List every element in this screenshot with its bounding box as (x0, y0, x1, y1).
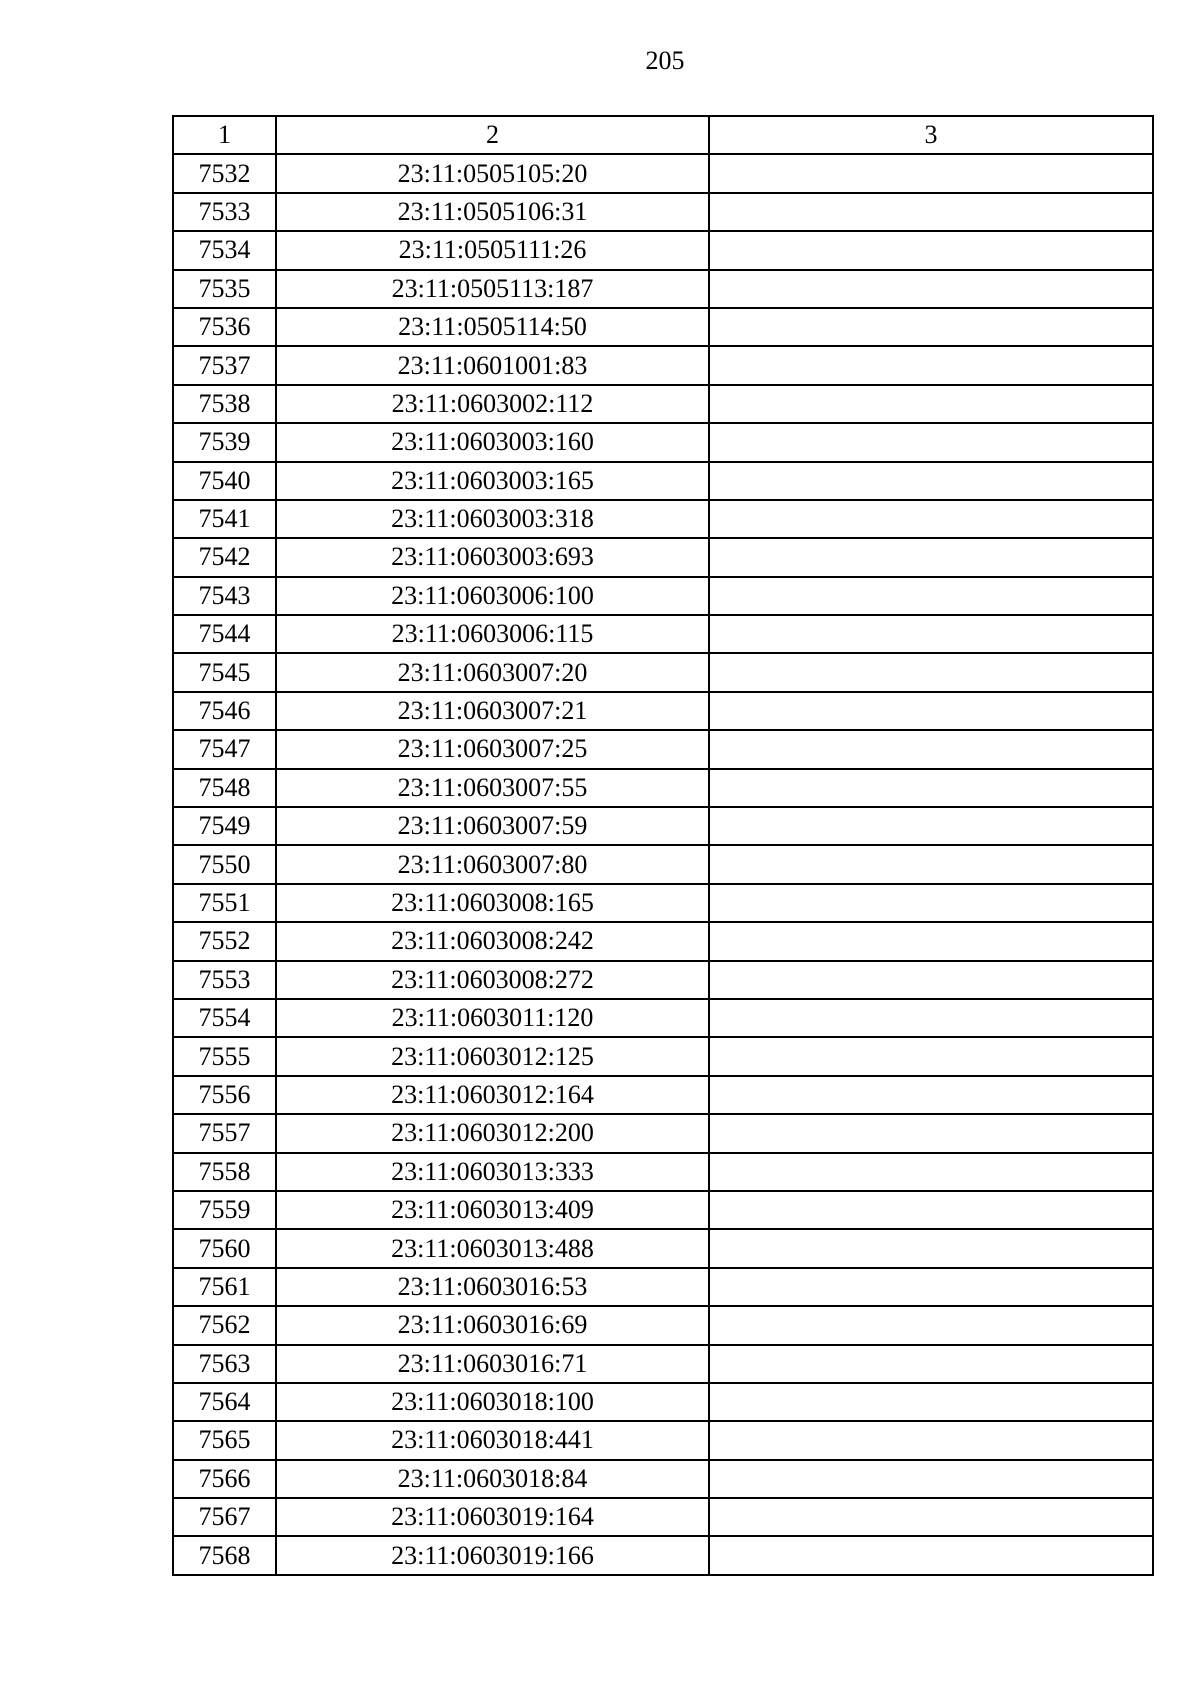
row-number-cell: 7544 (173, 615, 276, 653)
table-row (173, 845, 1153, 883)
cadastral-number-cell: 23:11:0505111:26 (276, 231, 709, 269)
note-cell (709, 538, 1153, 576)
table-row (173, 961, 1153, 999)
note-cell (709, 270, 1153, 308)
table-row (173, 730, 1153, 768)
cadastral-number-cell: 23:11:0601001:83 (276, 346, 709, 384)
table-row (173, 462, 1153, 500)
cadastral-number-cell: 23:11:0603012:125 (276, 1037, 709, 1075)
table-row (173, 1114, 1153, 1152)
row-number-cell: 7563 (173, 1345, 276, 1383)
note-cell (709, 922, 1153, 960)
note-cell (709, 961, 1153, 999)
row-number-cell: 7540 (173, 462, 276, 500)
row-number-cell: 7533 (173, 193, 276, 231)
column-header-3: 3 (709, 116, 1153, 154)
note-cell (709, 807, 1153, 845)
row-number-cell: 7536 (173, 308, 276, 346)
cadastral-number-cell: 23:11:0603003:160 (276, 423, 709, 461)
row-number-cell: 7539 (173, 423, 276, 461)
cadastral-number-cell: 23:11:0603007:59 (276, 807, 709, 845)
note-cell (709, 193, 1153, 231)
note-cell (709, 1345, 1153, 1383)
cadastral-number-cell: 23:11:0603013:488 (276, 1229, 709, 1267)
table-row (173, 999, 1153, 1037)
row-number-cell: 7546 (173, 692, 276, 730)
cadastral-number-cell: 23:11:0603003:693 (276, 538, 709, 576)
note-cell (709, 730, 1153, 768)
row-number-cell: 7532 (173, 154, 276, 192)
note-cell (709, 1421, 1153, 1459)
table-row (173, 807, 1153, 845)
table-row (173, 346, 1153, 384)
note-cell (709, 1114, 1153, 1152)
note-cell (709, 577, 1153, 615)
cadastral-number-cell: 23:11:0603018:84 (276, 1460, 709, 1498)
table-row (173, 1536, 1153, 1574)
cadastral-number-cell: 23:11:0603016:69 (276, 1306, 709, 1344)
table-row (173, 538, 1153, 576)
cadastral-number-cell: 23:11:0505113:187 (276, 270, 709, 308)
cadastral-number-cell: 23:11:0603006:115 (276, 615, 709, 653)
note-cell (709, 999, 1153, 1037)
note-cell (709, 308, 1153, 346)
note-cell (709, 1229, 1153, 1267)
row-number-cell: 7552 (173, 922, 276, 960)
column-header-1: 1 (173, 116, 276, 154)
table-row (173, 1037, 1153, 1075)
table-row (173, 1421, 1153, 1459)
note-cell (709, 769, 1153, 807)
cadastral-number-cell: 23:11:0603003:165 (276, 462, 709, 500)
note-cell (709, 1037, 1153, 1075)
table-row (173, 500, 1153, 538)
note-cell (709, 1268, 1153, 1306)
cadastral-number-cell: 23:11:0603002:112 (276, 385, 709, 423)
table-row (173, 769, 1153, 807)
note-cell (709, 1076, 1153, 1114)
note-cell (709, 462, 1153, 500)
row-number-cell: 7550 (173, 845, 276, 883)
table-row (173, 1345, 1153, 1383)
note-cell (709, 1153, 1153, 1191)
cadastral-number-cell: 23:11:0603007:55 (276, 769, 709, 807)
cadastral-number-cell: 23:11:0603013:409 (276, 1191, 709, 1229)
table-row (173, 577, 1153, 615)
cadastral-number-cell: 23:11:0603011:120 (276, 999, 709, 1037)
cadastral-number-cell: 23:11:0603006:100 (276, 577, 709, 615)
cadastral-number-cell: 23:11:0603008:272 (276, 961, 709, 999)
row-number-cell: 7566 (173, 1460, 276, 1498)
table-row (173, 1498, 1153, 1536)
page-number: 205 (645, 46, 685, 75)
header-row (173, 116, 1153, 154)
table-row (173, 1153, 1153, 1191)
note-cell (709, 653, 1153, 691)
row-number-cell: 7555 (173, 1037, 276, 1075)
note-cell (709, 1306, 1153, 1344)
note-cell (709, 500, 1153, 538)
cadastral-number-cell: 23:11:0603012:164 (276, 1076, 709, 1114)
note-cell (709, 1383, 1153, 1421)
cadastral-number-cell: 23:11:0603007:20 (276, 653, 709, 691)
note-cell (709, 1191, 1153, 1229)
cadastral-number-cell: 23:11:0603016:53 (276, 1268, 709, 1306)
cadastral-number-cell: 23:11:0505105:20 (276, 154, 709, 192)
note-cell (709, 231, 1153, 269)
table-row (173, 1191, 1153, 1229)
note-cell (709, 385, 1153, 423)
cadastral-number-cell: 23:11:0603007:80 (276, 845, 709, 883)
row-number-cell: 7535 (173, 270, 276, 308)
row-number-cell: 7543 (173, 577, 276, 615)
cadastral-number-cell: 23:11:0505106:31 (276, 193, 709, 231)
row-number-cell: 7537 (173, 346, 276, 384)
table-row (173, 692, 1153, 730)
table-row (173, 423, 1153, 461)
cadastral-number-cell: 23:11:0603019:164 (276, 1498, 709, 1536)
column-header-2: 2 (276, 116, 709, 154)
row-number-cell: 7556 (173, 1076, 276, 1114)
table-row (173, 1460, 1153, 1498)
note-cell (709, 692, 1153, 730)
cadastral-number-cell: 23:11:0505114:50 (276, 308, 709, 346)
table-row (173, 1306, 1153, 1344)
table-row (173, 231, 1153, 269)
cadastral-number-cell: 23:11:0603007:21 (276, 692, 709, 730)
cadastral-number-cell: 23:11:0603016:71 (276, 1345, 709, 1383)
cadastral-number-cell: 23:11:0603018:441 (276, 1421, 709, 1459)
note-cell (709, 1498, 1153, 1536)
table-row (173, 270, 1153, 308)
table-row (173, 884, 1153, 922)
row-number-cell: 7542 (173, 538, 276, 576)
cadastral-number-cell: 23:11:0603018:100 (276, 1383, 709, 1421)
row-number-cell: 7562 (173, 1306, 276, 1344)
table-row (173, 1268, 1153, 1306)
table-row (173, 193, 1153, 231)
table-row (173, 615, 1153, 653)
table-row (173, 154, 1153, 192)
table-row (173, 1383, 1153, 1421)
row-number-cell: 7549 (173, 807, 276, 845)
row-number-cell: 7567 (173, 1498, 276, 1536)
row-number-cell: 7564 (173, 1383, 276, 1421)
cadastral-number-cell: 23:11:0603012:200 (276, 1114, 709, 1152)
row-number-cell: 7547 (173, 730, 276, 768)
note-cell (709, 884, 1153, 922)
row-number-cell: 7557 (173, 1114, 276, 1152)
note-cell (709, 845, 1153, 883)
table-row (173, 308, 1153, 346)
cadastral-number-cell: 23:11:0603019:166 (276, 1536, 709, 1574)
table-row (173, 653, 1153, 691)
row-number-cell: 7538 (173, 385, 276, 423)
data-table (172, 115, 1154, 1576)
row-number-cell: 7559 (173, 1191, 276, 1229)
row-number-cell: 7541 (173, 500, 276, 538)
row-number-cell: 7534 (173, 231, 276, 269)
cadastral-number-cell: 23:11:0603008:242 (276, 922, 709, 960)
note-cell (709, 346, 1153, 384)
note-cell (709, 1460, 1153, 1498)
table-header (173, 116, 1153, 154)
row-number-cell: 7554 (173, 999, 276, 1037)
row-number-cell: 7561 (173, 1268, 276, 1306)
note-cell (709, 423, 1153, 461)
row-number-cell: 7558 (173, 1153, 276, 1191)
table-row (173, 385, 1153, 423)
row-number-cell: 7545 (173, 653, 276, 691)
cadastral-number-cell: 23:11:0603007:25 (276, 730, 709, 768)
table-row (173, 1076, 1153, 1114)
note-cell (709, 154, 1153, 192)
table-row (173, 1229, 1153, 1267)
cadastral-number-cell: 23:11:0603008:165 (276, 884, 709, 922)
row-number-cell: 7568 (173, 1536, 276, 1574)
note-cell (709, 615, 1153, 653)
row-number-cell: 7548 (173, 769, 276, 807)
row-number-cell: 7551 (173, 884, 276, 922)
table-body (173, 154, 1153, 1574)
cadastral-number-cell: 23:11:0603013:333 (276, 1153, 709, 1191)
row-number-cell: 7565 (173, 1421, 276, 1459)
row-number-cell: 7560 (173, 1229, 276, 1267)
cadastral-number-cell: 23:11:0603003:318 (276, 500, 709, 538)
note-cell (709, 1536, 1153, 1574)
table-row (173, 922, 1153, 960)
row-number-cell: 7553 (173, 961, 276, 999)
